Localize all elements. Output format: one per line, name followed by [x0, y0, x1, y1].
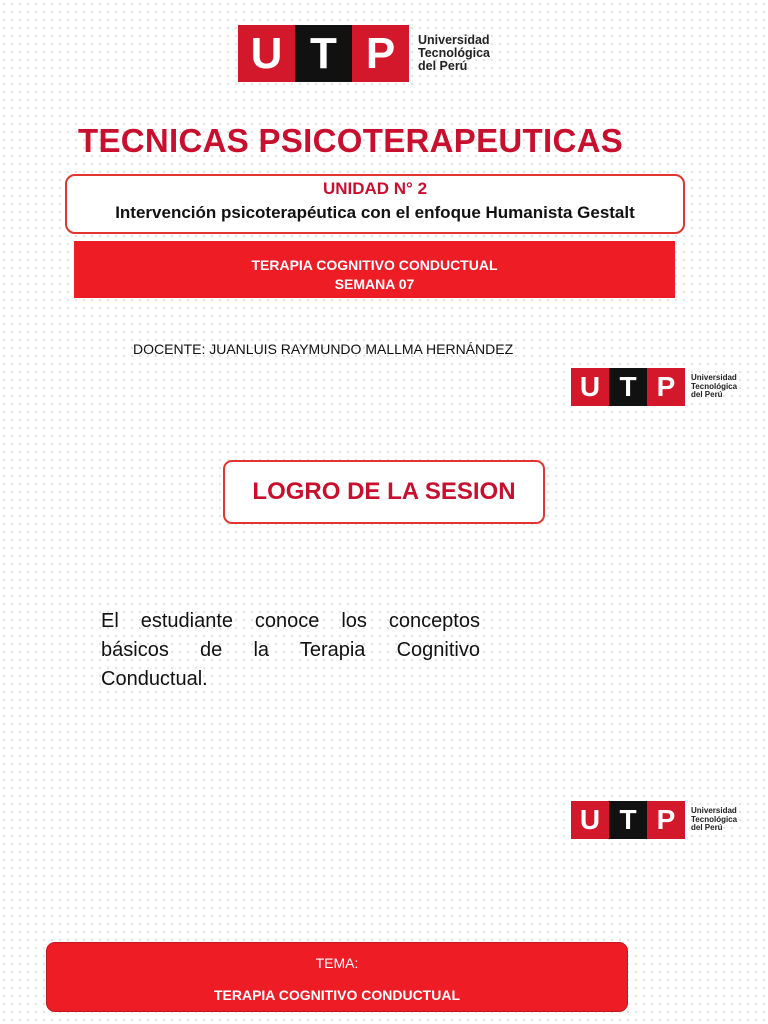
logo-wordmark: [418, 34, 490, 73]
logo-wordmark: [691, 807, 737, 832]
logo-line-2: Tecnológica: [418, 45, 491, 60]
page-title: TECNICAS PSICOTERAPEUTICAS: [78, 122, 624, 159]
logo-letter-t: T: [609, 368, 647, 406]
logo-letter-u: U: [238, 25, 295, 82]
logo-letter-t: T: [609, 801, 647, 839]
utp-logo-mark: [238, 25, 409, 82]
tema-label: TEMA:: [315, 955, 359, 971]
unit-label: UNIDAD N° 2: [322, 179, 428, 198]
logo-line-3: del Perú: [418, 59, 468, 74]
logo-letter-u: U: [571, 368, 609, 406]
unit-subtitle: Intervención psicoterapéutica con el enfoque Humanista Gestalt: [115, 203, 635, 222]
utp-logo-mark: [571, 801, 685, 839]
tema-value: TERAPIA COGNITIVO CONDUCTUAL: [213, 987, 461, 1003]
logo-wordmark: [691, 374, 737, 399]
logo-letter-u: U: [571, 801, 609, 839]
utp-logo-main: [238, 25, 490, 82]
topic-banner: [74, 241, 675, 298]
banner-topic: TERAPIA COGNITIVO CONDUCTUAL: [251, 257, 498, 273]
logo-line-1: Universidad: [691, 373, 737, 383]
docente-label: DOCENTE: JUANLUIS RAYMUNDO MALLMA HERNÁNDEZ: [133, 341, 514, 357]
unit-box: [65, 174, 685, 234]
logo-letter-t: T: [295, 25, 352, 82]
logro-heading: LOGRO DE LA SESION: [252, 478, 516, 505]
tema-box: [46, 942, 628, 1012]
banner-week: SEMANA 07: [334, 276, 415, 292]
logro-description: El estudiante conoce los conceptos básicos de la Terapia Cognitivo Conductual.: [101, 610, 480, 690]
logro-heading-box: [223, 460, 545, 524]
utp-logo-mark: [571, 368, 685, 406]
utp-logo-tertiary: [571, 801, 737, 839]
logo-letter-p: P: [647, 368, 685, 406]
logo-line-3: del Perú: [691, 823, 723, 833]
utp-logo-secondary: [571, 368, 737, 406]
logo-letter-p: P: [647, 801, 685, 839]
logo-line-1: Universidad: [691, 806, 737, 816]
logo-line-1: Universidad: [418, 32, 490, 47]
logo-line-3: del Perú: [691, 390, 723, 400]
logo-letter-p: P: [352, 25, 409, 82]
logo-line-2: Tecnológica: [691, 381, 738, 391]
logo-line-2: Tecnológica: [691, 814, 738, 824]
